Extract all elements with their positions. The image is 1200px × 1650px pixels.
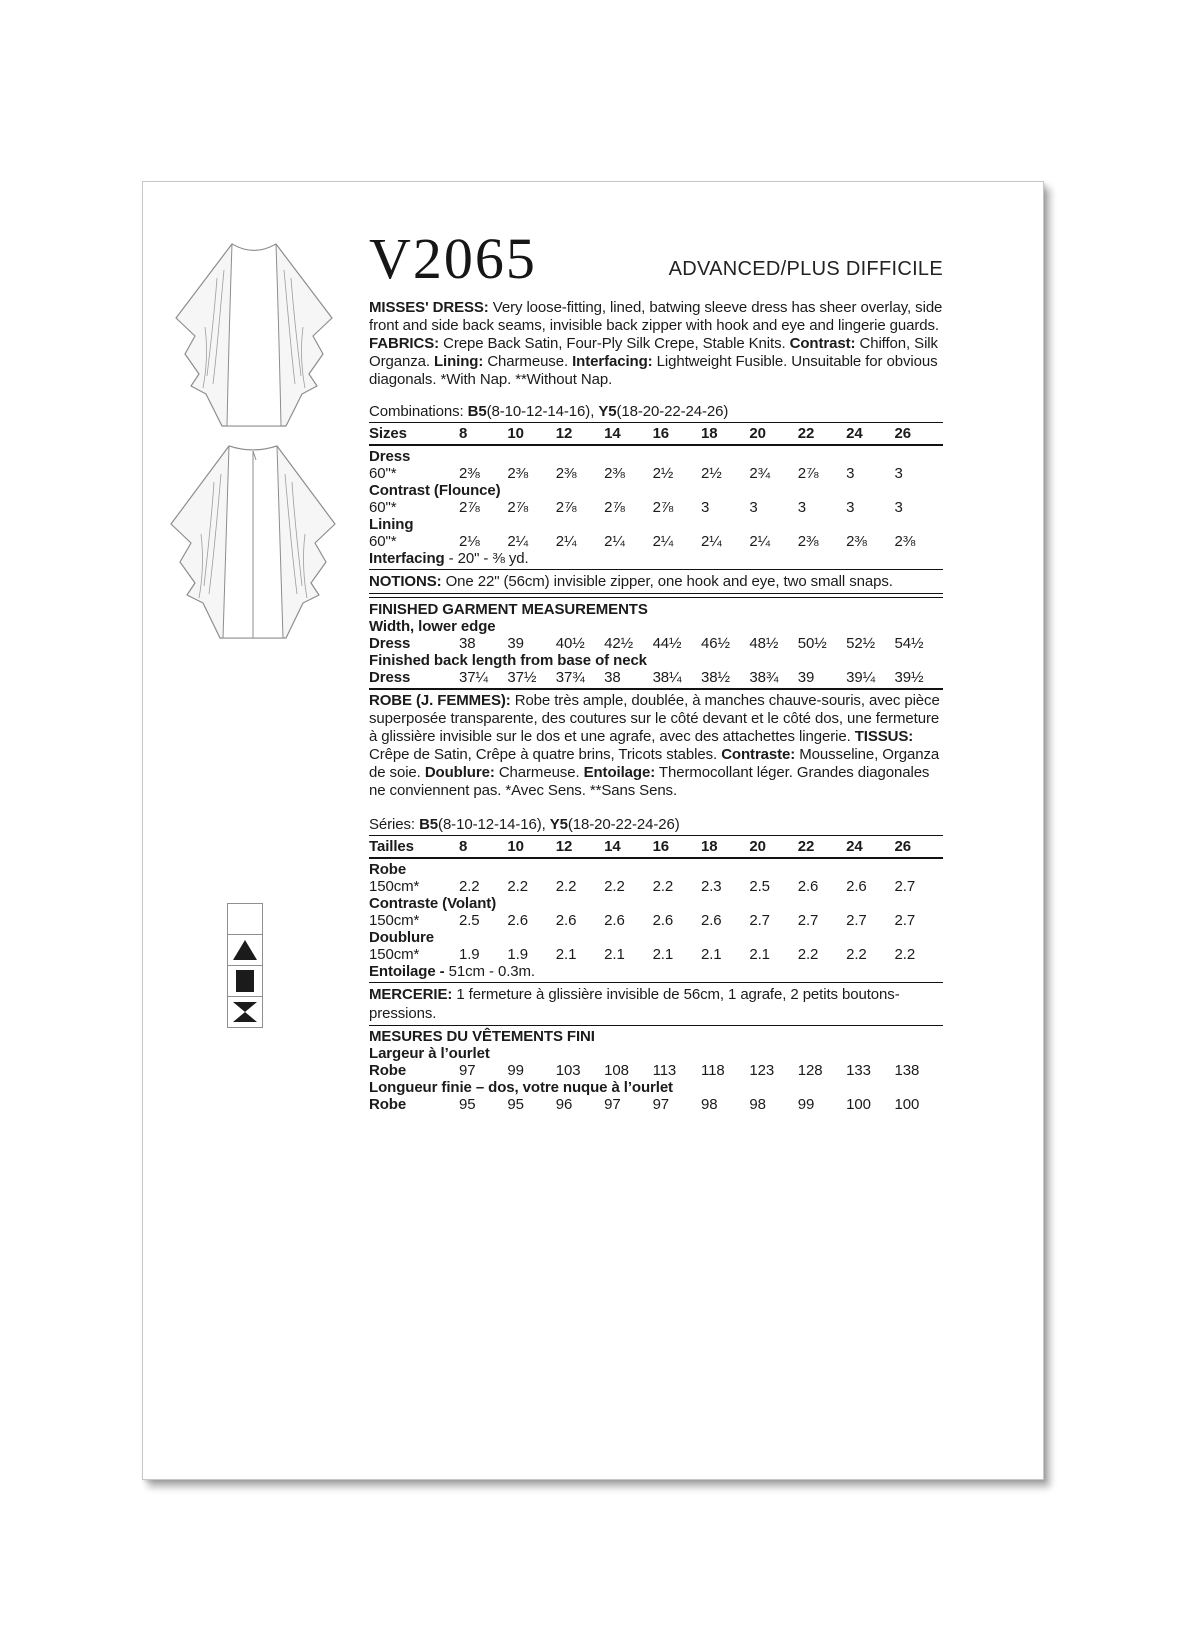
table-cell: 113 <box>652 1061 677 1079</box>
table-row <box>369 635 943 652</box>
table-cell: Tailles <box>369 837 414 855</box>
table-cell: 96 <box>555 1095 573 1113</box>
table-cell: 2.7 <box>846 911 867 929</box>
table-cell: 97 <box>459 1061 476 1079</box>
table-cell: 2.2 <box>797 945 819 963</box>
table-cell: 2⅜ <box>604 465 625 482</box>
table-cell: 2⅜ <box>797 533 819 550</box>
table-cell: 18 <box>700 425 718 442</box>
nap-triangle-icon <box>227 934 263 966</box>
divider <box>369 688 943 690</box>
text-segment: B5 <box>467 403 487 420</box>
table-cell: 98 <box>700 1095 718 1113</box>
table-row <box>369 465 943 482</box>
table-cell: 38½ <box>700 668 730 686</box>
text-segment: 51cm - 0.3m. <box>444 962 535 980</box>
table-cell: 3 <box>749 499 758 516</box>
table-cell: 2.6 <box>507 911 528 929</box>
table-cell: 2.7 <box>797 911 819 929</box>
table-cell: 37¼ <box>459 668 488 686</box>
table-cell: 118 <box>700 1061 725 1079</box>
table-row <box>369 1096 943 1113</box>
text-segment: Interfacing: <box>572 353 653 370</box>
table-cell: Dress <box>369 634 411 652</box>
table-cell: 2.7 <box>749 911 770 929</box>
divider <box>369 982 943 983</box>
text-segment: (18-20-22-24-26) <box>616 403 729 420</box>
divider <box>369 1025 943 1026</box>
table-cell: 20 <box>749 425 766 442</box>
text-segment: Thermocollant léger. Grandes diagonales ne conviennent pas. *Avec Sens. **Sans Sens. <box>369 763 930 799</box>
table-cell: 2¼ <box>507 533 529 550</box>
table-cell: 26 <box>894 425 912 442</box>
table-cell: 16 <box>652 425 670 442</box>
table-cell: 3 <box>700 499 710 516</box>
table-cell: 2⅛ <box>459 533 480 550</box>
table-cell: 10 <box>507 837 524 855</box>
table-cell: 2.6 <box>797 877 819 895</box>
divider <box>369 444 943 446</box>
table-cell: 2.3 <box>700 877 722 895</box>
text-segment: (8-10-12-14-16), <box>438 815 550 833</box>
table-cell: 20 <box>749 837 766 855</box>
table-cell: 2.1 <box>749 945 770 963</box>
pattern-number: V2065 <box>369 225 537 291</box>
nap-symbol-key <box>227 904 263 1028</box>
text-segment: Chiffon, Silk Organza. <box>369 335 938 370</box>
text-segment: MERCERIE: <box>369 985 453 1003</box>
table-cell: 18 <box>700 837 718 855</box>
text-segment: Charmeuse. <box>494 763 584 781</box>
table-cell: 150cm* <box>369 911 420 929</box>
table-cell: 3 <box>894 499 903 516</box>
table-cell: 14 <box>604 425 621 442</box>
header <box>369 224 943 291</box>
table-cell: 2.6 <box>555 911 577 929</box>
text-segment: Mousseline, Organza de soie. <box>369 745 940 781</box>
table-cell: 48½ <box>749 634 779 652</box>
table-cell: 39 <box>797 668 815 686</box>
table-cell: 2.1 <box>555 945 577 963</box>
table-cell: 2⅜ <box>555 465 577 482</box>
entoilage-line <box>369 963 943 980</box>
table-cell: 2.2 <box>555 877 577 895</box>
table-cell: 42½ <box>604 634 634 652</box>
table-cell: 2¼ <box>749 533 770 550</box>
table-cell: 2¼ <box>700 533 722 550</box>
table-cell: 128 <box>797 1061 823 1079</box>
table-cell: 2⅞ <box>797 465 819 482</box>
dress-back-drawing <box>163 434 343 646</box>
table-cell: 95 <box>507 1095 524 1113</box>
text-segment: Lining: <box>433 353 484 370</box>
table-cell: 2⅜ <box>459 465 480 482</box>
table-cell: 3 <box>894 465 903 482</box>
table-cell: 2⅞ <box>604 499 625 516</box>
dress-front-illustration <box>169 232 339 435</box>
table-cell: 100 <box>846 1095 871 1113</box>
interfacing-line <box>369 550 943 567</box>
combinations-line <box>369 403 943 420</box>
table-cell: 38 <box>459 634 476 652</box>
text-segment: Y5 <box>598 403 617 420</box>
text-segment: Very loose-fitting, lined, batwing sleeve dress has sheer overlay, side front and side back seams, invisible back zipper with hook and eye and lingerie guards. <box>369 299 943 334</box>
table-cell: 2.7 <box>894 877 916 895</box>
table-cell: 22 <box>797 425 815 442</box>
table-cell: 2⅜ <box>507 465 529 482</box>
table-cell: 40½ <box>555 634 585 652</box>
table-header-row <box>369 425 943 442</box>
text-segment: Combinations: <box>369 403 468 420</box>
divider <box>369 857 943 859</box>
table-cell: 2.5 <box>749 877 770 895</box>
table-cell: 26 <box>894 837 912 855</box>
table-cell: 98 <box>749 1095 766 1113</box>
table-cell: 2⅞ <box>652 499 674 516</box>
table-section-label: Contraste (Volant) <box>369 894 497 912</box>
dress-back-illustration <box>163 434 343 651</box>
table-cell: 2.7 <box>894 911 916 929</box>
text-segment: (8-10-12-14-16), <box>486 403 599 420</box>
table-row <box>369 533 943 550</box>
text-segment: One 22" (56cm) invisible zipper, one hook and eye, two small snaps. <box>441 573 893 590</box>
table-cell: 3 <box>846 465 855 482</box>
table-cell: 38¼ <box>652 668 682 686</box>
table-cell: 39¼ <box>846 668 876 686</box>
divider <box>369 422 943 423</box>
table-cell: 60"* <box>369 499 397 516</box>
table-cell: 2⅜ <box>846 533 867 550</box>
table-cell: 100 <box>894 1095 920 1113</box>
table-cell: 2.6 <box>652 911 674 929</box>
table-cell: 2.6 <box>846 877 867 895</box>
table-cell: 12 <box>555 837 573 855</box>
table-cell: 44½ <box>652 634 682 652</box>
table-cell: 39½ <box>894 668 924 686</box>
table-cell: 150cm* <box>369 945 420 963</box>
description-french <box>369 692 943 800</box>
table-cell: 2¼ <box>604 533 625 550</box>
text-segment: Y5 <box>549 815 568 833</box>
text-segment: Robe très ample, doublée, à manches chauve-souris, avec pièce superposée transparente, des coutures sur le côté devant et le côté dos, une fermeture à glissière invisible sur le dos et une agrafe, avec des attachettes lingerie. <box>369 691 940 745</box>
text-segment: - 20" - ⅜ yd. <box>444 550 529 567</box>
nap-hourglass-icon <box>227 996 263 1028</box>
table-cell: 97 <box>604 1095 621 1113</box>
table-cell: 2⅞ <box>459 499 480 516</box>
table-cell: 2.5 <box>459 911 480 929</box>
text-segment: Contrast: <box>789 335 856 352</box>
table-cell: 2.2 <box>846 945 867 963</box>
table-cell: 97 <box>652 1095 670 1113</box>
text-segment: MISSES' DRESS: <box>369 299 489 316</box>
table-header-row <box>369 838 943 855</box>
table-cell: 2¼ <box>555 533 577 550</box>
table-cell: 50½ <box>797 634 827 652</box>
table-cell: 24 <box>846 837 863 855</box>
table-cell: 38 <box>604 668 621 686</box>
text-segment: Lightweight Fusible. Unsuitable for obvious diagonals. *With Nap. **Without Nap. <box>369 353 938 388</box>
description-english <box>369 299 943 389</box>
text-segment: Doublure: <box>424 763 495 781</box>
mesures-title: MESURES DU VÊTEMENTS FINI <box>369 1027 595 1045</box>
difficulty-level: ADVANCED/PLUS DIFFICILE <box>668 258 943 280</box>
table-cell: 52½ <box>846 634 876 652</box>
table-cell: 8 <box>459 837 468 855</box>
table-section-label: Doublure <box>369 928 435 946</box>
table-cell: 14 <box>604 837 621 855</box>
dress-front-drawing <box>169 232 339 430</box>
table-cell: 2.2 <box>459 877 480 895</box>
table-cell: 123 <box>749 1061 775 1079</box>
table-cell: 2.6 <box>700 911 722 929</box>
largeur-label: Largeur à l’ourlet <box>369 1044 490 1062</box>
text-segment: TISSUS: <box>854 727 914 745</box>
divider <box>369 593 943 598</box>
divider <box>369 835 943 836</box>
table-cell: 133 <box>846 1061 871 1079</box>
text-segment: Entoilage: <box>583 763 656 781</box>
text-segment: Séries: <box>369 815 420 833</box>
table-cell: Sizes <box>369 425 407 442</box>
table-cell: 2¼ <box>652 533 674 550</box>
table-cell: 2⅞ <box>507 499 529 516</box>
table-cell: 1.9 <box>507 945 528 963</box>
finished-measurements-title: FINISHED GARMENT MEASUREMENTS <box>369 600 648 618</box>
table-row <box>369 878 943 895</box>
table-cell: 24 <box>846 425 863 442</box>
main-content <box>369 224 943 1113</box>
nap-square-icon <box>227 965 263 997</box>
table-section-label: Dress <box>369 448 411 465</box>
text-segment: Entoilage - <box>369 962 445 980</box>
mercerie-line <box>369 985 943 1023</box>
table-cell: 2.1 <box>700 945 722 963</box>
table-section-label: Robe <box>369 860 407 878</box>
divider <box>369 569 943 570</box>
table-cell: 138 <box>894 1061 920 1079</box>
table-row <box>369 1062 943 1079</box>
table-cell: 12 <box>555 425 573 442</box>
table-section-label: Lining <box>369 516 414 533</box>
table-row <box>369 499 943 516</box>
table-cell: 16 <box>652 837 670 855</box>
longueur-label: Longueur finie – dos, votre nuque à l’ourlet <box>369 1078 673 1096</box>
notions-line <box>369 572 943 591</box>
back-length-label: Finished back length from base of neck <box>369 651 647 669</box>
text-segment: ROBE (J. FEMMES): <box>369 691 511 709</box>
pattern-envelope-back-sheet <box>142 181 1044 1480</box>
table-cell: 108 <box>604 1061 629 1079</box>
table-cell: 2.2 <box>894 945 916 963</box>
table-row <box>369 946 943 963</box>
text-segment: Contraste: <box>721 745 796 763</box>
text-segment: Crepe Back Satin, Four-Ply Silk Crepe, Stable Knits. <box>439 335 790 352</box>
text-segment: NOTIONS: <box>369 573 442 590</box>
table-cell: 2¾ <box>749 465 770 482</box>
table-cell: 150cm* <box>369 877 420 895</box>
table-cell: Robe <box>369 1095 407 1113</box>
text-segment: FABRICS: <box>369 335 440 352</box>
table-cell: 2½ <box>700 465 722 482</box>
table-cell: 2⅞ <box>555 499 577 516</box>
table-cell: 2.6 <box>604 911 625 929</box>
table-cell: 2½ <box>652 465 674 482</box>
text-segment: Crêpe de Satin, Crêpe à quatre brins, Tricots stables. <box>369 745 722 763</box>
table-section-label: Contrast (Flounce) <box>369 482 501 499</box>
text-segment: (18-20-22-24-26) <box>567 815 680 833</box>
table-cell: 22 <box>797 837 815 855</box>
table-cell: 8 <box>459 425 468 442</box>
text-segment: Charmeuse. <box>483 353 573 370</box>
table-cell: 37½ <box>507 668 537 686</box>
table-cell: 3 <box>846 499 855 516</box>
table-cell: 3 <box>797 499 806 516</box>
nap-blank-cell <box>227 903 263 935</box>
text-segment: 1 fermeture à glissière invisible de 56cm, 1 agrafe, 2 petits boutons-pressions. <box>369 985 900 1022</box>
table-cell: 10 <box>507 425 524 442</box>
table-cell: 95 <box>459 1095 476 1113</box>
width-lower-edge-label: Width, lower edge <box>369 617 496 635</box>
table-row <box>369 669 943 686</box>
table-cell: Robe <box>369 1061 407 1079</box>
table-cell: 2.1 <box>652 945 674 963</box>
table-cell: 38¾ <box>749 668 779 686</box>
table-cell: 46½ <box>700 634 730 652</box>
table-cell: 2.1 <box>604 945 625 963</box>
text-segment: Interfacing <box>369 550 445 567</box>
table-row <box>369 912 943 929</box>
text-segment: B5 <box>419 815 439 833</box>
table-cell: 1.9 <box>459 945 480 963</box>
table-cell: 2.2 <box>652 877 674 895</box>
table-cell: 2.2 <box>604 877 625 895</box>
table-cell: 99 <box>797 1095 815 1113</box>
series-line <box>369 816 943 833</box>
table-cell: 37¾ <box>555 668 585 686</box>
table-cell: 39 <box>507 634 524 652</box>
table-cell: Dress <box>369 668 411 686</box>
table-cell: 99 <box>507 1061 524 1079</box>
table-cell: 2⅜ <box>894 533 916 550</box>
table-cell: 54½ <box>894 634 924 652</box>
table-cell: 60"* <box>369 465 397 482</box>
table-cell: 60"* <box>369 533 397 550</box>
table-cell: 103 <box>555 1061 581 1079</box>
table-cell: 2.2 <box>507 877 528 895</box>
